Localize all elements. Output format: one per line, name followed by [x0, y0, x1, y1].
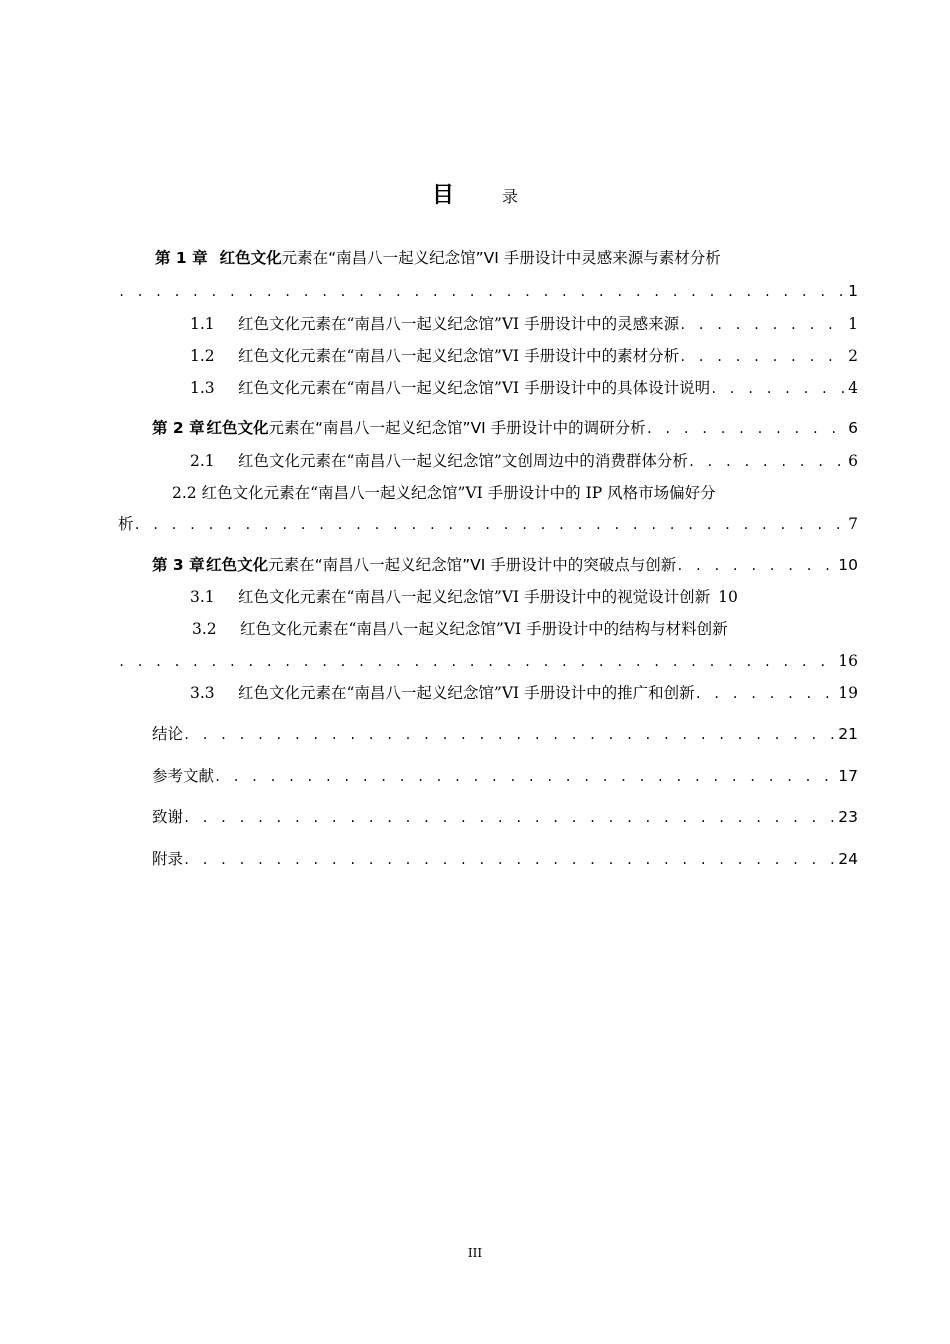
s2-2-page-number: 7 [848, 515, 858, 533]
toc-entry-ch2[interactable] [152, 416, 858, 440]
conclusion-title [152, 722, 183, 746]
ch3-bold-part: 红色文化 [206, 556, 269, 574]
thanks-title [152, 805, 183, 829]
ch1-bold-part: 红色文化 [219, 249, 282, 267]
references-dot-leader [214, 765, 836, 788]
thanks-page-number: 23 [838, 808, 858, 826]
toc-entry-ch1-leader[interactable] [118, 279, 858, 303]
appendix-page-number: 24 [838, 850, 858, 868]
ch3-title-rest: 元素在“南昌八一起义纪念馆”VI 手册设计中的突破点与创新 [268, 556, 677, 574]
ch2-title-rest: 元素在“南昌八一起义纪念馆”VI 手册设计中的调研分析 [268, 419, 646, 437]
appendix-dot-leader [183, 848, 836, 871]
toc-heading-sub: 录 [502, 187, 519, 206]
toc-entry-1-2[interactable] [190, 344, 858, 368]
toc-entry-ch3[interactable] [152, 553, 858, 577]
s1-3-title: 红色文化元素在“南昌八一起义纪念馆”VI 手册设计中的具体设计说明 [238, 379, 711, 397]
ch3-dot-leader [676, 554, 836, 577]
s2-2-dot-leader [134, 513, 847, 536]
ch3-prefix: 第 3 章 [152, 556, 205, 574]
toc-entry-2-1[interactable] [190, 449, 858, 473]
ch2-page-number: 6 [848, 419, 858, 437]
toc-entry-2-2[interactable] [172, 481, 858, 505]
toc-heading-main: 目 [431, 183, 454, 208]
thanks-char-1: 致 [152, 808, 168, 826]
toc-entry-appendix[interactable] [152, 847, 858, 871]
appendix-title [152, 847, 183, 871]
toc-entry-3-2-leader[interactable] [118, 649, 858, 673]
s3-2-title: 红色文化元素在“南昌八一起义纪念馆”VI 手册设计中的结构与材料创新 [240, 620, 728, 638]
s3-2-page-number: 16 [838, 652, 858, 670]
s3-1-title: 红色文化元素在“南昌八一起义纪念馆”VI 手册设计中的视觉设计创新 [238, 588, 711, 606]
ch1-page-number: 1 [848, 282, 858, 300]
s2-1-dot-leader [688, 450, 846, 473]
s1-2-title: 红色文化元素在“南昌八一起义纪念馆”VI 手册设计中的素材分析 [238, 347, 680, 365]
conclusion-char-1: 结 [152, 725, 168, 743]
references-title: 参考文献 [152, 767, 215, 785]
s2-2-title-line1: 2.2 红色文化元素在“南昌八一起义纪念馆”VI 手册设计中的 IP 风格市场偏好分 [172, 484, 716, 502]
s3-3-title: 红色文化元素在“南昌八一起义纪念馆”VI 手册设计中的推广和创新 [238, 684, 695, 702]
s1-3-page-number: 4 [848, 379, 858, 397]
s1-3-number: 1.3 [190, 379, 215, 397]
thanks-dot-leader [183, 806, 836, 829]
appendix-char-2: 录 [167, 850, 184, 868]
appendix-char-1: 附 [152, 850, 168, 868]
ch1-dot-leader [118, 280, 846, 303]
toc-entry-references[interactable] [152, 764, 858, 788]
s2-1-number: 2.1 [190, 452, 215, 470]
toc-entry-3-2[interactable] [192, 617, 858, 641]
ch1-prefix: 第 1 章 [155, 249, 208, 267]
s1-1-page-number: 1 [848, 315, 858, 333]
toc-entry-conclusion[interactable] [152, 722, 858, 746]
s1-2-number: 1.2 [190, 347, 215, 365]
s1-1-title: 红色文化元素在“南昌八一起义纪念馆”VI 手册设计中的灵感来源 [238, 315, 680, 333]
s1-3-dot-leader [710, 377, 846, 400]
s3-1-page-number: 10 [718, 588, 738, 606]
toc-entry-1-1[interactable] [190, 312, 858, 336]
ch2-prefix: 第 2 章 [152, 419, 205, 437]
toc-entry-thanks[interactable] [152, 805, 858, 829]
conclusion-dot-leader [183, 723, 836, 746]
s3-3-number: 3.3 [190, 684, 215, 702]
s1-1-number: 1.1 [190, 315, 215, 333]
s1-2-page-number: 2 [848, 347, 858, 365]
s1-1-dot-leader [679, 313, 846, 336]
ch2-bold-part: 红色文化 [206, 419, 269, 437]
toc-heading [0, 178, 950, 209]
conclusion-page-number: 21 [838, 725, 858, 743]
s2-1-title: 红色文化元素在“南昌八一起义纪念馆”文创周边中的消费群体分析 [238, 452, 688, 470]
references-page-number: 17 [838, 767, 858, 785]
s2-1-page-number: 6 [848, 452, 858, 470]
toc-entry-1-3[interactable] [190, 376, 858, 400]
toc-entry-3-1[interactable] [190, 585, 858, 609]
s3-3-dot-leader [695, 682, 837, 705]
s3-2-dot-leader [118, 650, 836, 673]
ch1-title-rest: 元素在“南昌八一起义纪念馆”VI 手册设计中灵感来源与素材分析 [281, 249, 721, 267]
s1-2-dot-leader [679, 345, 846, 368]
toc-entry-3-3[interactable] [190, 681, 858, 705]
thanks-char-2: 谢 [167, 808, 184, 826]
page-footer-number: III [467, 1246, 483, 1260]
s3-1-number: 3.1 [190, 588, 215, 606]
s3-2-number: 3.2 [192, 620, 217, 638]
ch3-page-number: 10 [838, 556, 858, 574]
toc-entry-2-2-cont[interactable] [118, 512, 858, 536]
toc-entry-ch1[interactable] [155, 246, 858, 270]
s3-3-page-number: 19 [838, 684, 858, 702]
conclusion-char-2: 论 [167, 725, 184, 743]
s2-2-title-line2: 析 [118, 515, 134, 533]
ch2-dot-leader [646, 417, 846, 440]
